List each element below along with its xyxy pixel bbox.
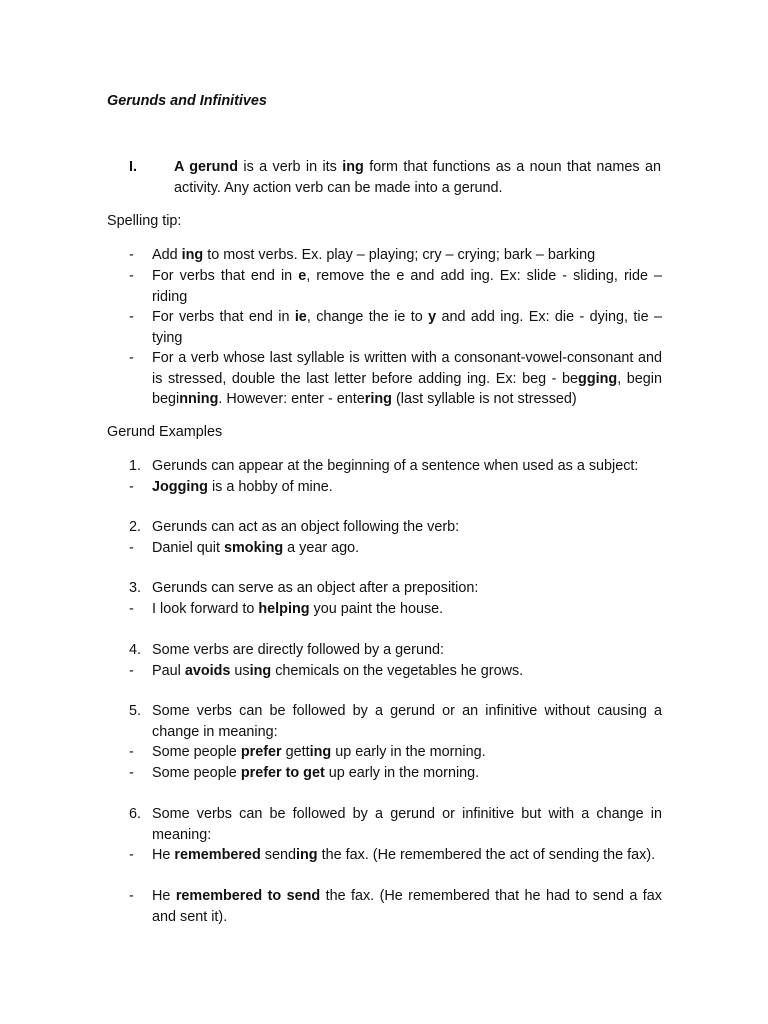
text-run: gett [281,744,310,760]
item-text [152,661,662,682]
text-run: is a hobby of mine. [207,479,333,495]
item-number: 1. [129,458,142,474]
text-run: to most verbs. Ex. play – playing; cry – crying; bark – barking [203,247,596,263]
bold-text: Jogging [152,479,208,495]
rule-text: Some verbs can be followed by a gerund or infinitive but with a change in meaning: [152,806,662,843]
text-run: , change the ie to [306,309,429,325]
bold-text: ing [181,247,204,263]
bold-text: prefer [240,744,282,760]
item-text [152,845,662,866]
item-text [152,477,662,498]
item-number: 6. [129,806,142,822]
bold-text: prefer to get [240,765,325,781]
section-definition [174,157,661,198]
bold-text: smoking [224,540,284,556]
text-run: Daniel quit [152,540,224,556]
bullet-dash: - [129,888,134,904]
item-text [152,640,662,661]
bullet-dash: - [129,268,134,284]
bold-text: y [428,309,437,325]
text-run: For verbs that end in [152,268,299,284]
example-sentence [129,886,662,927]
text-run: He [152,847,175,863]
example-sentence [129,538,662,559]
text-run: I look forward to [152,601,259,617]
bold-text: ing [296,847,318,863]
bold-text: ing [342,159,364,175]
text-run: Some people [152,765,241,781]
item-number: 2. [129,519,142,535]
text-run: is a verb in its [238,159,343,175]
section-numeral: I. [129,159,137,175]
spelling-tip-label: Spelling tip: [107,213,182,229]
bold-text: e [298,268,307,284]
bold-text: A gerund [174,159,238,175]
bullet-dash: - [129,309,134,325]
bold-text: remembered [174,847,261,863]
bold-text: ing [309,744,332,760]
bold-text: avoids [184,663,231,679]
document-title: Gerunds and Infinitives [107,93,267,109]
item-text [152,245,662,266]
numbered-item [129,578,662,599]
text-run: chemicals on the vegetables he grows. [271,663,524,679]
rule-text: Some verbs can be followed by a gerund or an infinitive without causing a change in meaning: [152,703,662,740]
bullet-dash: - [129,765,134,781]
numbered-item [129,804,662,845]
gerund-examples-label: Gerund Examples [107,424,223,440]
numbered-item [129,701,662,742]
example-sentence [129,599,662,620]
item-number: 3. [129,580,142,596]
text-run: , remove the e and add ing. Ex: slide - sliding, ride – riding [152,268,663,305]
spelling-tip-item [129,245,662,266]
bold-text: ie [294,309,307,325]
bullet-dash: - [129,601,134,617]
text-run: us [230,663,250,679]
numbered-item [129,456,662,477]
example-sentence [129,845,662,866]
text-run: you paint the house. [309,601,444,617]
example-sentence [129,477,662,498]
text-run: Some people [152,744,241,760]
item-text [152,266,662,307]
bullet-dash: - [129,847,134,863]
bold-text: ing [249,663,272,679]
bullet-dash: - [129,663,134,679]
bullet-dash: - [129,350,134,366]
item-text [152,307,662,348]
rule-text: Gerunds can act as an object following the verb: [152,519,460,535]
item-text [152,348,662,410]
item-number: 4. [129,642,142,658]
bold-text: remembered to send [175,888,321,904]
bullet-dash: - [129,479,134,495]
example-sentence [129,742,662,763]
text-run: up early in the morning. [324,765,480,781]
text-run: Add [152,247,182,263]
rule-text: Gerunds can appear at the beginning of a sentence when used as a subject: [152,458,639,474]
bold-text: ring [364,391,392,407]
spelling-tip-item [129,266,662,307]
text-run: and add ing. Ex: die - dying, tie – tying [152,309,662,346]
text-run: Paul [152,663,185,679]
item-text [152,763,662,784]
text-run: a year ago. [283,540,360,556]
item-number: 5. [129,703,142,719]
text-run: the fax. (He remembered that he had to send a fax and sent it). [152,888,662,925]
text-run: , begin begi [152,370,662,407]
bold-text: gging [578,370,618,387]
item-text [152,886,662,927]
item-text [152,599,662,620]
item-text [152,456,662,477]
text-run: He [152,888,176,904]
text-run: (last syllable is not stressed) [391,391,577,407]
text-run: the fax. (He remembered the act of sending the fax). [317,847,656,863]
item-text [152,578,662,599]
spelling-tip-item [129,348,662,410]
text-run: form that functions as a noun that names an activity. Any action verb can be made into a gerund. [174,159,661,196]
bold-text: nning [179,391,219,407]
bullet-dash: - [129,247,134,263]
text-run: For a verb whose last syllable is written with a consonant-vowel-consonant and is stressed, double the last letter before adding ing. Ex: beg - be [152,350,662,387]
example-sentence [129,661,662,682]
example-sentence [129,763,662,784]
text-run: up early in the morning. [331,744,486,760]
item-text [152,804,662,845]
rule-text: Gerunds can serve as an object after a preposition: [152,580,479,596]
bold-text: helping [258,601,310,617]
numbered-item [129,517,662,538]
item-text [152,701,662,742]
text-run: send [260,847,297,863]
numbered-item [129,640,662,661]
text-run: . However: enter - ente [218,391,365,407]
bullet-dash: - [129,744,134,760]
item-text [152,538,662,559]
spelling-tip-item [129,307,662,348]
item-text [152,742,662,763]
text-run: For verbs that end in [152,309,295,325]
item-text [152,517,662,538]
bullet-dash: - [129,540,134,556]
rule-text: Some verbs are directly followed by a gerund: [152,642,444,658]
